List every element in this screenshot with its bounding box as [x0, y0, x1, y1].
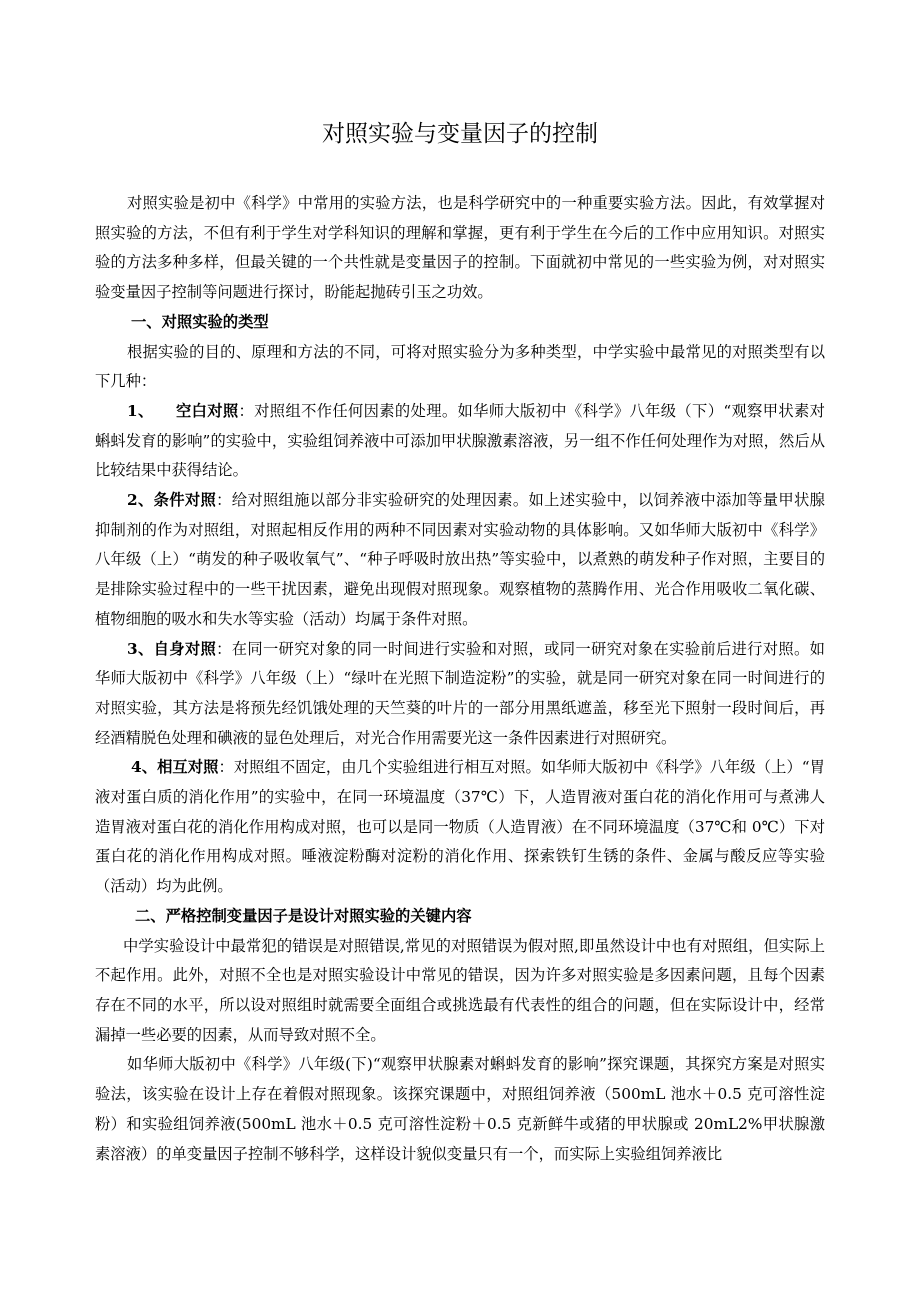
list-item [95, 486, 825, 635]
item-number: 3、 [127, 639, 154, 658]
item-text: ：对照组不作任何因素的处理。如华师大版初中《科学》八年级（下）“观察甲状素对蝌蚪发育的影响”的实验中，实验组饲养液中可添加甲状腺激素溶液，另一组不作任何处理作为对照，然后从比较结果中获得结论。 [95, 401, 825, 480]
section2-paragraph-1: 中学实验设计中最常犯的错误是对照错误,常见的对照错误为假对照,即虽然设计中也有对照组，但实际上不起作用。此外，对照不全也是对照实验设计中常见的错误，因为许多对照实验是多因素问题，且每个因素存在不同的水平，所以设对照组时就需要全面组合或挑选最有代表性的组合的问题，但在实际设计中，经常漏掉一些必要的因素，从而导致对照不全。 [95, 936, 825, 1044]
list-item [95, 753, 825, 902]
item-number: 1、 [127, 401, 154, 420]
document-body [95, 189, 825, 1169]
item-term: 空白对照 [175, 401, 239, 420]
item-term: 条件对照 [153, 491, 217, 510]
item-number: 2、 [127, 491, 154, 510]
item-term: 自身对照 [153, 639, 217, 658]
item-term: 相互对照 [157, 758, 219, 777]
section2-paragraph-2: 如华师大版初中《科学》八年级(下)“观察甲状腺素对蝌蚪发育的影响”探究课题，其探究方案是对照实验法，该实验在设计上存在着假对照现象。该探究课题中，对照组饲养液（500mL 池水＋0.5 克可溶性淀粉）和实验组饲养液(500mL 池水＋0.5 克可溶性淀粉＋0.5 克新鲜牛或猪的甲状腺或 20mL2%甲状腺激素溶液）的单变量因子控制不够科学，这样设计貌似变量只有一个，而实际上实验组饲养液比 [95, 1055, 825, 1163]
list-item [95, 635, 825, 754]
section-heading-types: 一、对照实验的类型 [131, 312, 269, 331]
item-number: 4、 [131, 758, 158, 777]
item-text: ：对照组不固定，由几个实验组进行相互对照。如华师大版初中《科学》八年级（上）“胃液对蛋白质的消化作用”的实验中，在同一环境温度（37℃）下，人造胃液对蛋白花的消化作用可与煮沸人造胃液对蛋白花的消化作用构成对照，也可以是同一物质（人造胃液）在不同环境温度（37℃和 0℃）下对蛋白花的消化作用构成对照。唾液淀粉酶对淀粉的消化作用、探索铁钉生锈的条件、金属与酸反应等实验（活动）均为此例。 [95, 758, 825, 896]
document-title: 对照实验与变量因子的控制 [322, 121, 598, 147]
document-page [95, 0, 825, 1302]
section-heading-variables: 二、严格控制变量因子是设计对照实验的关键内容 [135, 906, 472, 925]
item-text: ：给对照组施以部分非实验研究的处理因素。如上述实验中，以饲养液中添加等量甲状腺抑制剂的作为对照组，对照起相反作用的两种不同因素对实验动物的具体影响。又如华师大版初中《科学》八年级（上）“萌发的种子吸收氧气”、“种子呼吸时放出热”等实验中，以煮熟的萌发种子作对照，主要目的是排除实验过程中的一些干扰因素，避免出现假对照现象。观察植物的蒸腾作用、光合作用吸收二氧化碳、植物细胞的吸水和失水等实验（活动）均属于条件对照。 [95, 491, 825, 628]
item-text: ：在同一研究对象的同一时间进行实验和对照，或同一研究对象在实验前后进行对照。如华师大版初中《科学》八年级（上）“绿叶在光照下制造淀粉”的实验，就是同一研究对象在同一时间进行的对照实验，其方法是将预先经饥饿处理的天竺葵的叶片的一部分用黑纸遮盖，移至光下照射一段时间后，再经酒精脱色处理和碘液的显色处理后，对光合作用需要光这一条件因素进行对照研究。 [95, 639, 825, 747]
list-item [95, 397, 825, 486]
intro-paragraph: 对照实验是初中《科学》中常用的实验方法，也是科学研究中的一种重要实验方法。因此，有效掌握对照实验的方法，不但有利于学生对学科知识的理解和掌握，更有利于学生在今后的工作中应用知识。对照实验的方法多种多样，但最关键的一个共性就是变量因子的控制。下面就初中常见的一些实验为例，对对照实验变量因子控制等问题进行探讨，盼能起抛砖引玉之功效。 [95, 194, 825, 302]
section1-intro-paragraph: 根据实验的目的、原理和方法的不同，可将对照实验分为多种类型，中学实验中最常见的对照类型有以下几种： [95, 342, 825, 391]
